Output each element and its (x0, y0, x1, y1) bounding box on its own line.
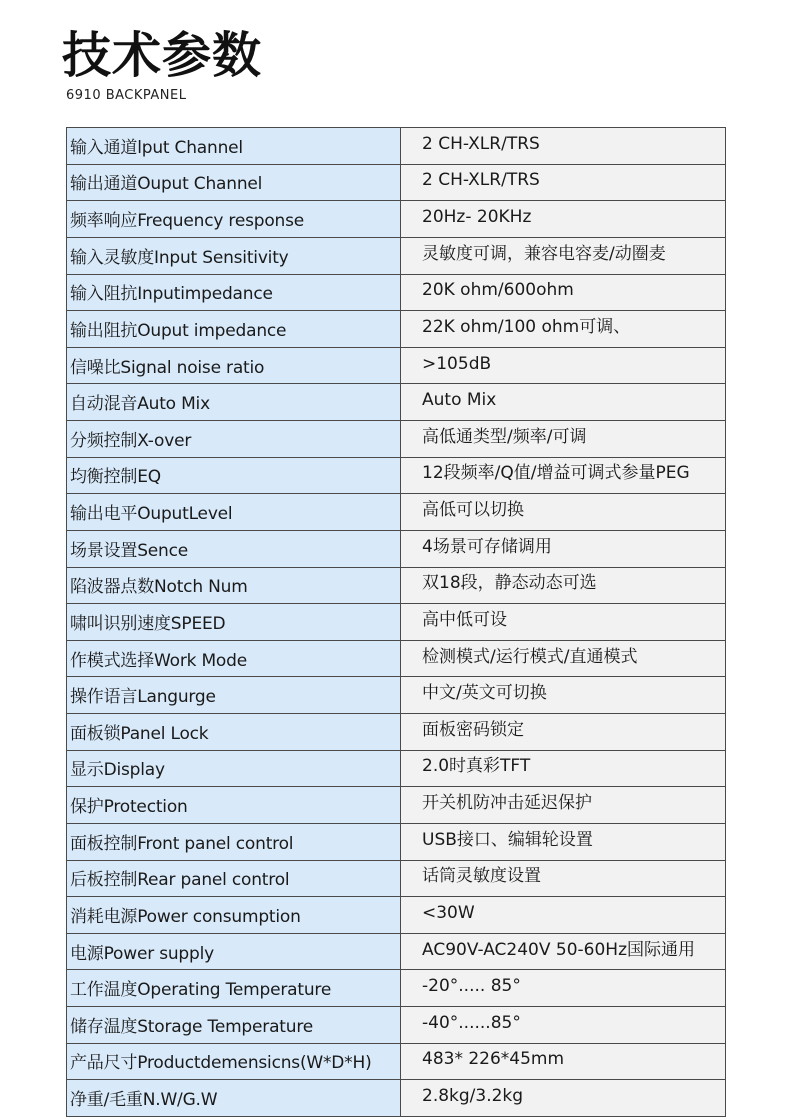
page-title: 技术参数 (62, 27, 263, 84)
spec-label: 啸叫识别速度SPEED (67, 604, 401, 641)
spec-row (67, 457, 726, 494)
spec-value: <30W (401, 897, 726, 934)
spec-value: 22K ohm/100 ohm可调、 (401, 311, 726, 348)
spec-value: 2 CH-XLR/TRS (401, 164, 726, 201)
spec-label: 后板控制Rear panel control (67, 860, 401, 897)
spec-row (67, 201, 726, 238)
spec-value: -40°......85° (401, 1007, 726, 1044)
spec-row (67, 1007, 726, 1044)
spec-row (67, 274, 726, 311)
spec-label: 输入灵敏度Input Sensitivity (67, 237, 401, 274)
spec-label: 产品尺寸Productdemensicns(W*D*H) (67, 1043, 401, 1080)
spec-label: 储存温度Storage Temperature (67, 1007, 401, 1044)
spec-row (67, 347, 726, 384)
spec-label: 显示Display (67, 750, 401, 787)
spec-row (67, 750, 726, 787)
spec-value: 2 CH-XLR/TRS (401, 128, 726, 165)
spec-row (67, 640, 726, 677)
spec-label: 操作语言Langurge (67, 677, 401, 714)
spec-label: 信噪比Signal noise ratio (67, 347, 401, 384)
spec-value: 4场景可存储调用 (401, 530, 726, 567)
spec-label: 频率响应Frequency response (67, 201, 401, 238)
spec-value: 高低可以切换 (401, 494, 726, 531)
spec-value: 开关机防冲击延迟保护 (401, 787, 726, 824)
spec-row (67, 311, 726, 348)
spec-value: 检测模式/运行模式/直通模式 (401, 640, 726, 677)
spec-row (67, 421, 726, 458)
spec-row (67, 494, 726, 531)
spec-label: 净重/毛重N.W/G.W (67, 1080, 401, 1117)
spec-value: >105dB (401, 347, 726, 384)
spec-label: 分频控制X-over (67, 421, 401, 458)
spec-row (67, 1043, 726, 1080)
spec-row (67, 714, 726, 751)
spec-row (67, 384, 726, 421)
spec-row (67, 237, 726, 274)
spec-value: 面板密码锁定 (401, 714, 726, 751)
spec-value: 20Hz- 20KHz (401, 201, 726, 238)
spec-value: 灵敏度可调，兼容电容麦/动圈麦 (401, 237, 726, 274)
spec-row (67, 164, 726, 201)
spec-label: 场景设置Sence (67, 530, 401, 567)
spec-label: 自动混音Auto Mix (67, 384, 401, 421)
spec-row (67, 860, 726, 897)
spec-table (66, 127, 726, 1117)
spec-label: 输入通道lput Channel (67, 128, 401, 165)
spec-value: 2.0时真彩TFT (401, 750, 726, 787)
spec-label: 面板控制Front panel control (67, 823, 401, 860)
spec-value: 高中低可设 (401, 604, 726, 641)
spec-label: 作模式选择Work Mode (67, 640, 401, 677)
spec-value: 话筒灵敏度设置 (401, 860, 726, 897)
spec-value: 高低通类型/频率/可调 (401, 421, 726, 458)
spec-value: 中文/英文可切换 (401, 677, 726, 714)
spec-row (67, 604, 726, 641)
spec-value: Auto Mix (401, 384, 726, 421)
spec-label: 输出电平OuputLevel (67, 494, 401, 531)
spec-row (67, 933, 726, 970)
spec-row (67, 823, 726, 860)
spec-label: 电源Power supply (67, 933, 401, 970)
spec-row (67, 897, 726, 934)
spec-row (67, 1080, 726, 1117)
spec-label: 输出通道Ouput Channel (67, 164, 401, 201)
spec-value: 双18段，静态动态可选 (401, 567, 726, 604)
spec-value: 483* 226*45mm (401, 1043, 726, 1080)
spec-label: 面板锁Panel Lock (67, 714, 401, 751)
spec-row (67, 787, 726, 824)
spec-label: 陷波器点数Notch Num (67, 567, 401, 604)
spec-label: 输入阻抗Inputimpedance (67, 274, 401, 311)
page-subtitle: 6910 BACKPANEL (66, 88, 187, 103)
spec-label: 工作温度Operating Temperature (67, 970, 401, 1007)
spec-value: 20K ohm/600ohm (401, 274, 726, 311)
spec-label: 均衡控制EQ (67, 457, 401, 494)
spec-label: 输出阻抗Ouput impedance (67, 311, 401, 348)
spec-row (67, 677, 726, 714)
spec-label: 消耗电源Power consumption (67, 897, 401, 934)
spec-value: 12段频率/Q值/增益可调式参量PEG (401, 457, 726, 494)
spec-label: 保护Protection (67, 787, 401, 824)
spec-row (67, 567, 726, 604)
spec-table-body (67, 128, 726, 1117)
spec-value: -20°..... 85° (401, 970, 726, 1007)
spec-value: AC90V-AC240V 50-60Hz国际通用 (401, 933, 726, 970)
spec-row (67, 970, 726, 1007)
spec-row (67, 530, 726, 567)
spec-value: USB接口、编辑轮设置 (401, 823, 726, 860)
spec-value: 2.8kg/3.2kg (401, 1080, 726, 1117)
spec-row (67, 128, 726, 165)
